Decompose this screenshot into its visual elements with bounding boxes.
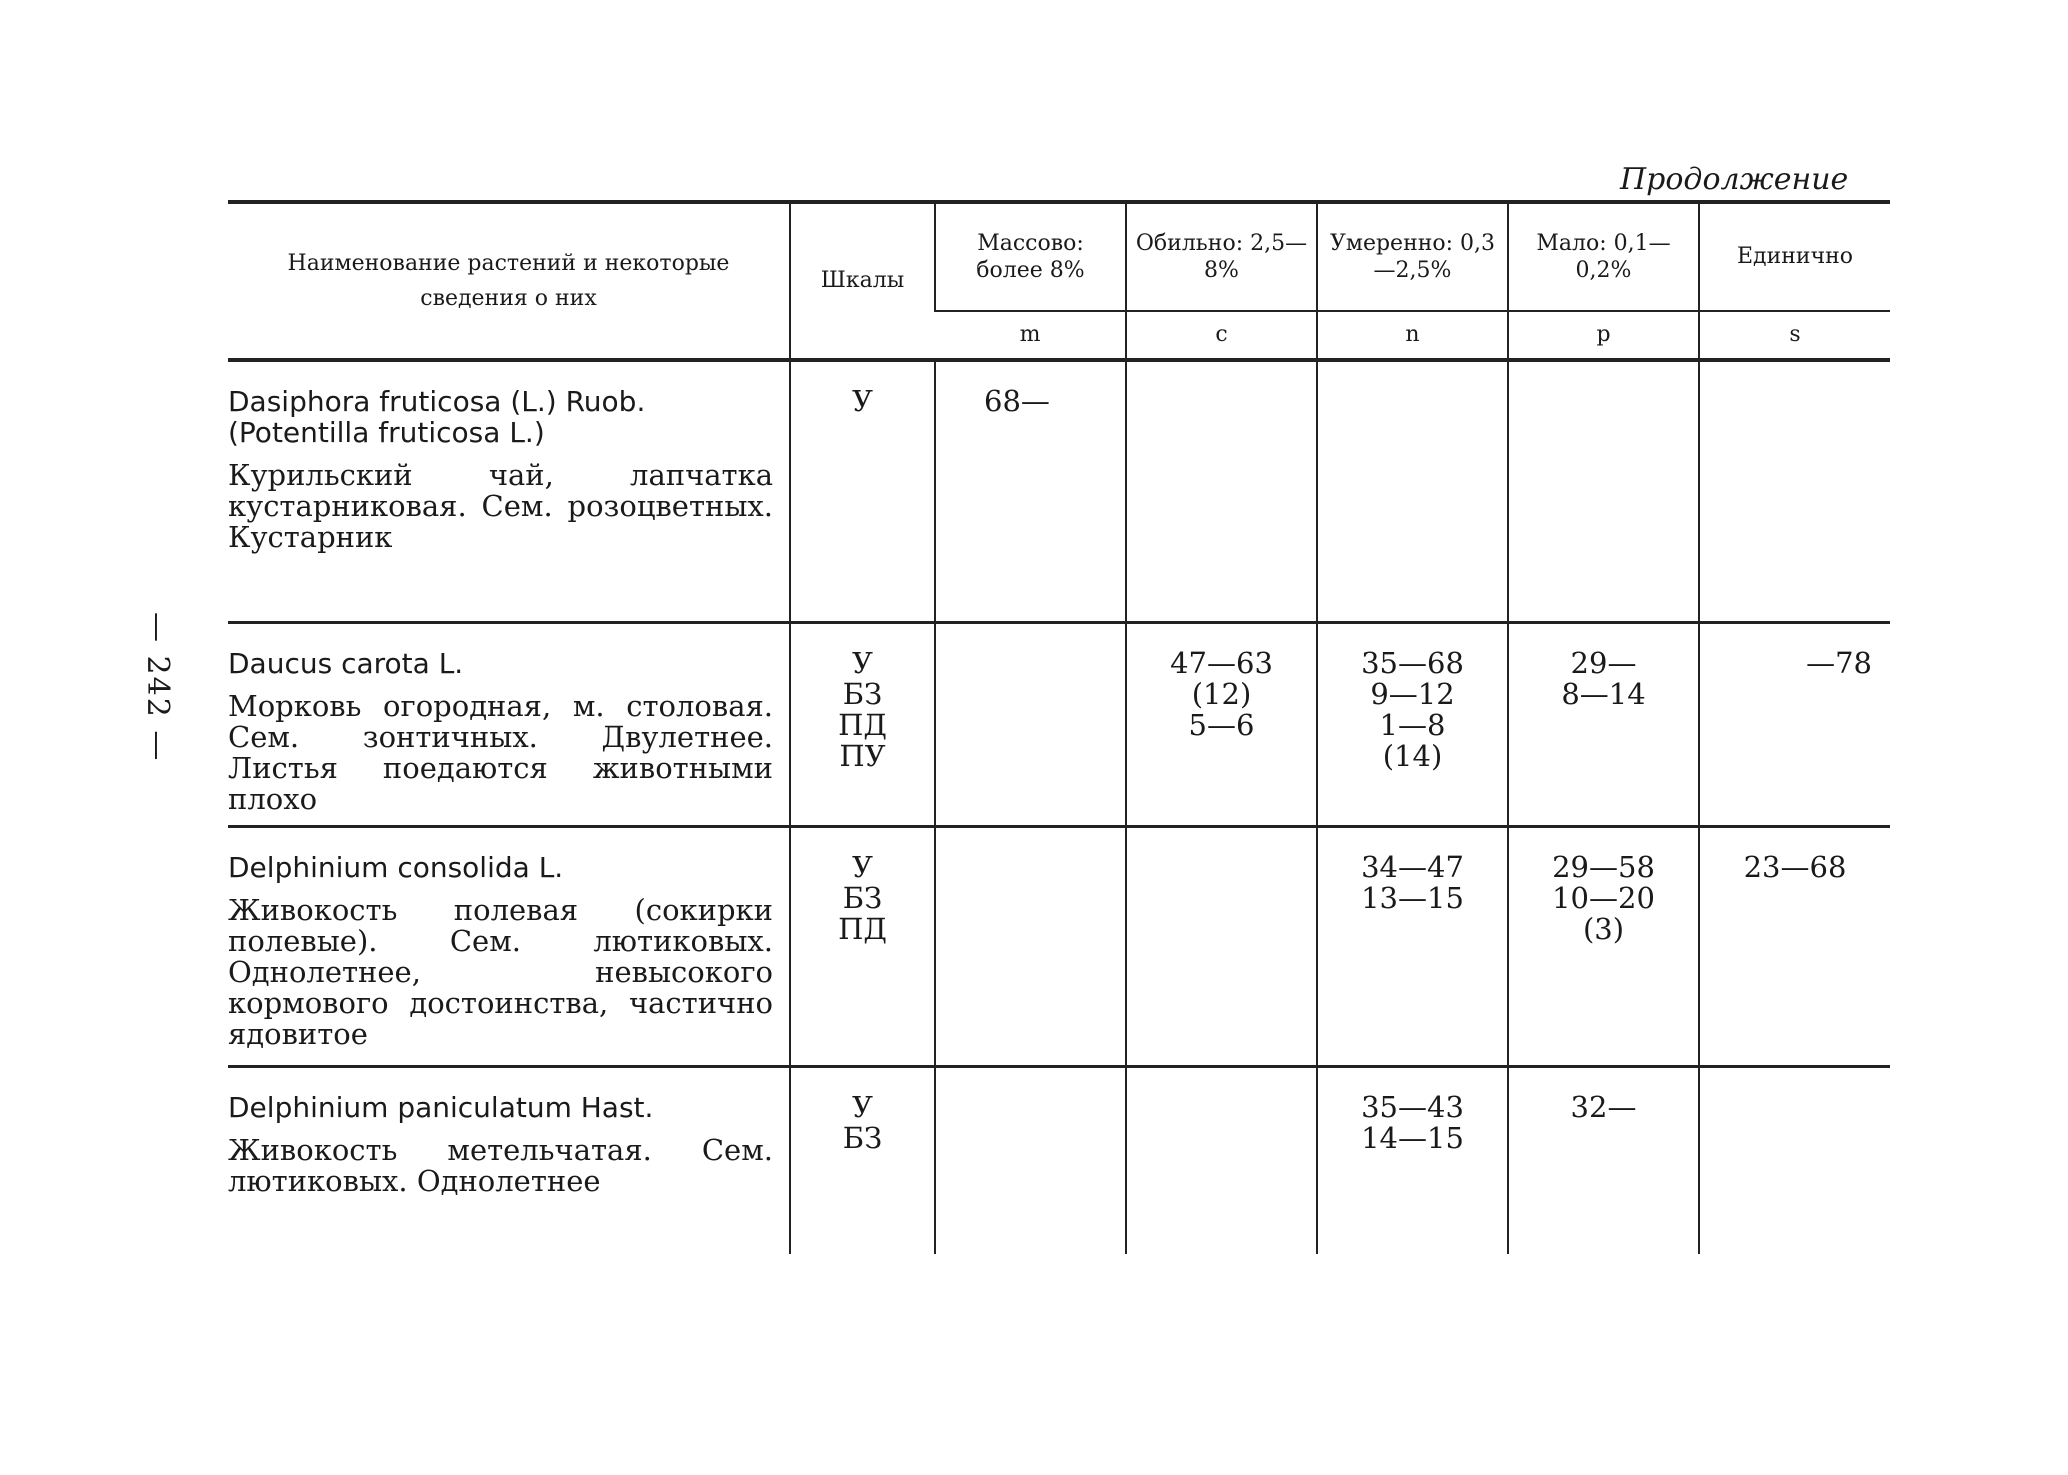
scales-cell: У БЗ ПД ПУ — [790, 622, 935, 826]
plant-description: Морковь огородная, м. столовая. Сем. зонтичных. Двулетнее. Листья поедаются животными плохо — [228, 688, 773, 816]
plant-cell — [228, 1066, 790, 1254]
header-code-s: s — [1699, 311, 1890, 360]
header-malo: Мало: 0,1—0,2% — [1508, 202, 1699, 311]
value-s — [1699, 1066, 1890, 1254]
table-row — [228, 622, 1890, 826]
value-n: 34—47 13—15 — [1317, 826, 1508, 1066]
scales-cell: У — [790, 360, 935, 622]
value-p: 29— 8—14 — [1508, 622, 1699, 826]
value-s: —78 — [1699, 622, 1890, 826]
value-p: 32— — [1508, 1066, 1699, 1254]
value-p — [1508, 360, 1699, 622]
value-m — [935, 622, 1126, 826]
value-p: 29—58 10—20 (3) — [1508, 826, 1699, 1066]
latin-name: Dasiphora fruticosa (L.) Ruob. (Potentilla fruticosa L.) — [228, 385, 646, 449]
value-c — [1126, 360, 1317, 622]
header-name: Наименование растений и некоторые сведения о них — [228, 202, 790, 360]
value-c: 47—63 (12) 5—6 — [1126, 622, 1317, 826]
plant-cell — [228, 826, 790, 1066]
value-s — [1699, 360, 1890, 622]
value-n: 35—43 14—15 — [1317, 1066, 1508, 1254]
plant-description: Курильский чай, лапчатка кустарниковая. Сем. розоцветных. Кустарник — [228, 458, 773, 554]
value-m: 68— — [935, 360, 1126, 622]
scales-cell: У БЗ ПД — [790, 826, 935, 1066]
table-row — [228, 1066, 1890, 1254]
continuation-label: Продолжение — [1620, 162, 1849, 197]
scales-cell: У БЗ — [790, 1066, 935, 1254]
latin-name: Delphinium consolida L. — [228, 850, 564, 884]
latin-name: Daucus carota L. — [228, 646, 464, 680]
plant-cell — [228, 360, 790, 622]
plant-description: Живокость метельчатая. Сем. лютиковых. Однолетнее — [228, 1132, 773, 1198]
table-row — [228, 360, 1890, 622]
header-scales: Шкалы — [790, 202, 935, 360]
value-c — [1126, 1066, 1317, 1254]
value-m — [935, 826, 1126, 1066]
header-edinichno: Единично — [1699, 202, 1890, 311]
header-code-m: m — [935, 311, 1126, 360]
page-number: — 242 — — [140, 612, 175, 763]
table-row — [228, 826, 1890, 1066]
header-code-c: c — [1126, 311, 1317, 360]
plant-description: Живокость полевая (сокирки полевые). Сем. лютиковых. Однолетнее, невысокого кормового достоинства, частично ядовитое — [228, 892, 773, 1051]
header-umerenno: Умеренно: 0,3—2,5% — [1317, 202, 1508, 311]
plant-table — [228, 200, 1890, 1254]
value-n: 35—68 9—12 1—8 (14) — [1317, 622, 1508, 826]
value-s: 23—68 — [1699, 826, 1890, 1066]
latin-name: Delphinium paniculatum Hast. — [228, 1090, 654, 1124]
value-m — [935, 1066, 1126, 1254]
value-c — [1126, 826, 1317, 1066]
header-code-n: n — [1317, 311, 1508, 360]
header-obilno: Обильно: 2,5—8% — [1126, 202, 1317, 311]
plant-cell — [228, 622, 790, 826]
header-code-p: p — [1508, 311, 1699, 360]
value-n — [1317, 360, 1508, 622]
header-massovo: Массово: более 8% — [935, 202, 1126, 311]
